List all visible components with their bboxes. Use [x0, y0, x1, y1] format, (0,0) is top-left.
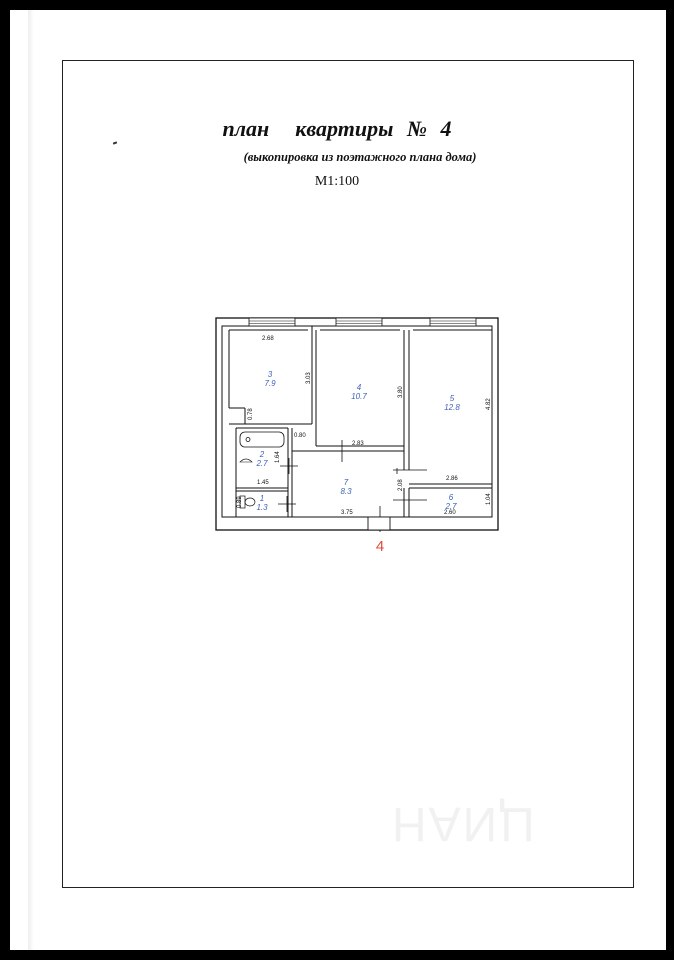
svg-text:3: 3: [267, 370, 273, 379]
dim-room4-width: 2.83: [352, 441, 364, 447]
dim-niche-a: 0.78: [248, 408, 254, 420]
dim-room5-width: 2.86: [446, 476, 458, 482]
svg-text:7: 7: [343, 478, 349, 487]
dim-corridor-depth: 2.08: [398, 479, 404, 491]
svg-text:2.7: 2.7: [256, 459, 268, 468]
dim-bath-width: 1.45: [257, 480, 269, 486]
bathtub: [240, 432, 284, 447]
room-label-5: [444, 394, 460, 412]
interior-walls: [229, 326, 492, 517]
title-word-plan: план: [222, 116, 270, 141]
dim-wc-depth: 0.89: [237, 496, 243, 508]
dim-bath-depth: 1.64: [275, 451, 281, 463]
title-apartment: квартиры № 4: [295, 116, 452, 141]
document-subtitle: (выкопировка из поэтажного плана дома): [243, 150, 477, 164]
room-label-7: [340, 478, 352, 496]
svg-text:12.8: 12.8: [444, 403, 460, 412]
dim-corridor-width: 3.75: [341, 510, 353, 516]
svg-text:6: 6: [448, 493, 454, 502]
room-label-6: [444, 493, 457, 511]
room-label-3: [264, 370, 276, 388]
dim-room4-depth: 3.80: [398, 386, 404, 398]
document-scale: М1:100: [314, 174, 360, 189]
room-label-4: [351, 383, 367, 401]
svg-text:7.9: 7.9: [264, 379, 276, 388]
svg-text:1.3: 1.3: [256, 503, 268, 512]
svg-text:5: 5: [449, 394, 455, 403]
room-label-1: [256, 494, 268, 512]
svg-text:1: 1: [259, 494, 265, 503]
window-room4: [336, 318, 382, 326]
dim-niche-b: 0.80: [294, 433, 306, 439]
svg-text:10.7: 10.7: [351, 392, 367, 401]
dim-room6-width: 2.60: [444, 510, 456, 516]
svg-text:2: 2: [259, 450, 265, 459]
window-room5: [430, 318, 476, 326]
svg-text:8.3: 8.3: [340, 487, 352, 496]
watermark: ЦИАН: [390, 797, 535, 850]
entrance-door: [368, 517, 390, 530]
window-room3: [249, 318, 295, 326]
dim-room3-width: 2.68: [262, 336, 274, 342]
dim-room5-depth: 4.82: [486, 398, 492, 410]
door-markers: [278, 440, 427, 532]
sink: [240, 459, 252, 462]
svg-text:2.7: 2.7: [445, 502, 457, 511]
dim-room3-depth: 3.03: [306, 372, 312, 384]
apartment-number-marker: 4: [375, 538, 385, 555]
dim-room6-depth: 1.04: [486, 493, 492, 505]
svg-text:4: 4: [356, 383, 362, 392]
room-label-2: [255, 450, 268, 468]
